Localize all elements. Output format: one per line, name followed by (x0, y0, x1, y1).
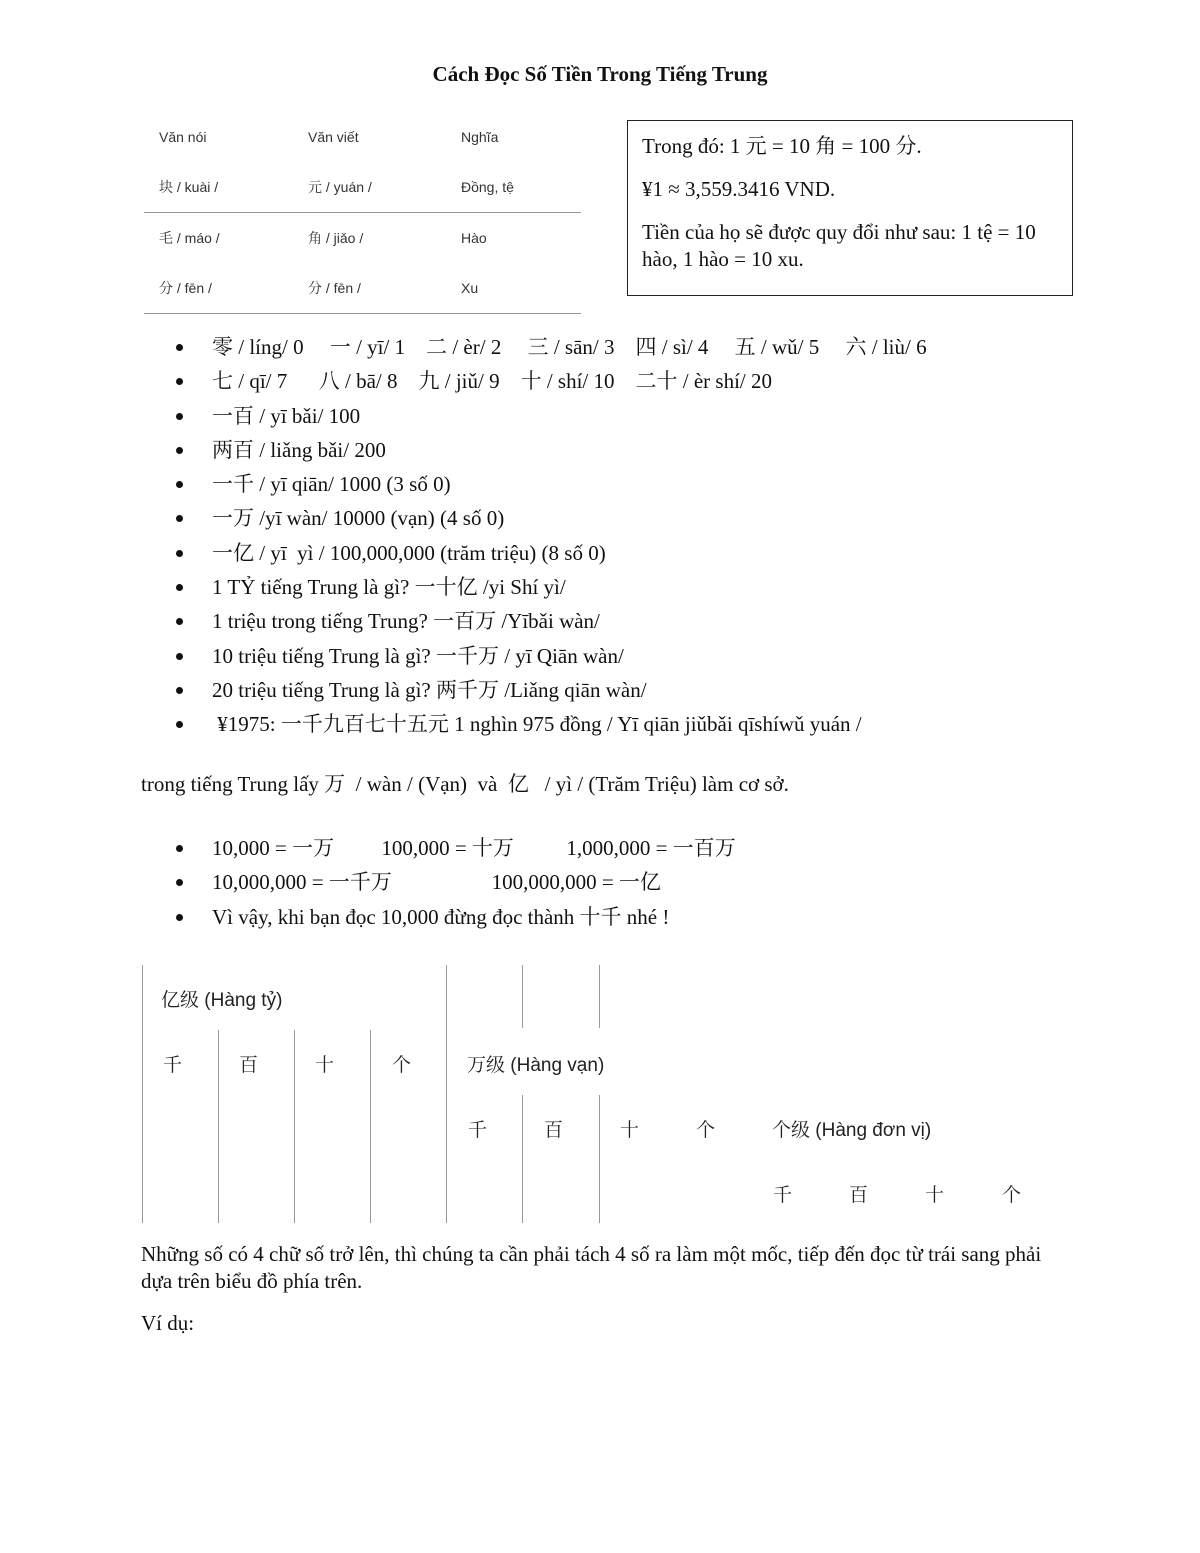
bullet-icon (176, 481, 183, 488)
bullet-icon (176, 687, 183, 694)
vocab-cell: 分 / fēn / (308, 280, 361, 296)
digit-ge: 个 (696, 1120, 716, 1141)
base-sentence: trong tiếng Trung lấy 万 / wàn / (Vạn) và 亿 / yì / (Trăm Triệu) làm cơ sở. (141, 772, 789, 796)
bullet-icon (176, 550, 183, 557)
list-item (0, 604, 927, 638)
digit-bai: 百 (849, 1185, 869, 1206)
bullet-icon (176, 914, 183, 921)
info-line-conversion: Trong đó: 1 元 = 10 角 = 100 分. (642, 134, 922, 158)
numbers-list (0, 330, 927, 742)
list-item-text: 一千 / yī qiān/ 1000 (3 số 0) (212, 472, 451, 497)
chart-divider (446, 965, 447, 1223)
vocab-header-written: Văn viết (308, 129, 359, 145)
group-ge-label: 个级 (Hàng đơn vị) (772, 1120, 932, 1141)
chart-divider (599, 965, 600, 1028)
info-box (627, 120, 1073, 296)
table-row (144, 213, 581, 263)
digit-ge: 个 (392, 1055, 412, 1076)
digit-bai: 百 (239, 1055, 259, 1076)
bullet-icon (176, 584, 183, 591)
list-item (0, 831, 736, 865)
chart-divider (294, 1030, 295, 1223)
bullet-icon (176, 618, 183, 625)
vocab-cell: 元 / yuán / (308, 179, 372, 195)
digit-shi: 十 (925, 1185, 945, 1206)
list-item (0, 707, 927, 741)
list-item (0, 639, 927, 673)
digit-shi: 十 (620, 1120, 640, 1141)
digit-qian: 千 (163, 1055, 183, 1076)
list-item (0, 399, 927, 433)
vocab-header-row (144, 112, 581, 162)
list-item (0, 900, 736, 934)
chart-divider (599, 1095, 600, 1223)
digit-ge: 个 (1002, 1185, 1022, 1206)
list-item-text: 10,000 = 一万 100,000 = 十万 1,000,000 = 一百万 (212, 836, 736, 860)
list-item-text: 10 triệu tiếng Trung là gì? 一千万 / yī Qiān wàn/ (212, 643, 624, 668)
digit-bai: 百 (544, 1120, 564, 1141)
vocab-cell: Đồng, tệ (461, 179, 514, 195)
page-title: Cách Đọc Số Tiền Trong Tiếng Trung (432, 62, 768, 86)
digit-qian: 千 (773, 1185, 793, 1206)
group-yi-label: 亿级 (Hàng tỷ) (161, 990, 283, 1011)
info-line-explanation: Tiền của họ sẽ được quy đổi như sau: 1 tệ = 10 hào, 1 hào = 10 xu. (642, 220, 1036, 271)
list-item-text: 1 triệu trong tiếng Trung? 一百万 /Yībǎi wàn/ (212, 609, 600, 634)
chart-divider (522, 965, 523, 1028)
list-item (0, 673, 927, 707)
list-item-text: 七 / qī/ 7 八 / bā/ 8 九 / jiǔ/ 9 十 / shí/ 10 二十 / èr shí/ 20 (212, 369, 772, 394)
explanation-paragraph: Những số có 4 chữ số trở lên, thì chúng ta cần phải tách 4 số ra làm một mốc, tiếp đến đọc từ trái sang phải dựa trên biểu đồ phía trên. (141, 1242, 1042, 1293)
vocab-cell: 毛 / máo / (159, 230, 220, 246)
list-item (0, 364, 927, 398)
example-label: Ví dụ: (141, 1311, 195, 1335)
bullet-icon (176, 515, 183, 522)
list-item (0, 330, 927, 364)
chart-divider (522, 1095, 523, 1223)
list-item-text: 10,000,000 = 一千万 100,000,000 = 一亿 (212, 870, 661, 895)
digit-qian: 千 (468, 1120, 488, 1141)
bullet-icon (176, 344, 183, 351)
chart-divider (142, 965, 143, 1223)
bullet-icon (176, 845, 183, 852)
table-row (144, 263, 581, 314)
chart-divider (370, 1030, 371, 1223)
info-line-rate: ¥1 ≈ 3,559.3416 VND. (642, 177, 836, 201)
table-row (144, 162, 581, 213)
list-item-text: 一亿 / yī yì / 100,000,000 (trăm triệu) (8 số 0) (212, 540, 606, 565)
list-item (0, 467, 927, 501)
base-list (0, 831, 736, 934)
list-item (0, 501, 927, 535)
vocab-header-meaning: Nghĩa (461, 129, 499, 145)
vocab-cell: 块 / kuài / (159, 179, 219, 195)
list-item-text: 一万 /yī wàn/ 10000 (vạn) (4 số 0) (212, 506, 505, 531)
bullet-icon (176, 413, 183, 420)
vocab-header-spoken: Văn nói (159, 129, 207, 145)
list-item-text: 一百 / yī bǎi/ 100 (212, 403, 361, 428)
digit-shi: 十 (315, 1055, 335, 1076)
bullet-icon (176, 378, 183, 385)
list-item-text: 零 / líng/ 0 一 / yī/ 1 二 / èr/ 2 三 / sān/ 3 四 / sì/ 4 五 / wǔ/ 5 六 / liù/ 6 (212, 335, 927, 359)
chart-divider (218, 1030, 219, 1223)
bullet-icon (176, 447, 183, 454)
list-item-text: 20 triệu tiếng Trung là gì? 两千万 /Liǎng qiān wàn/ (212, 677, 647, 702)
list-item (0, 865, 736, 899)
list-item (0, 536, 927, 570)
list-item (0, 570, 927, 604)
group-wan-label: 万级 (Hàng vạn) (467, 1055, 605, 1076)
vocab-cell: 分 / fēn / (159, 280, 212, 296)
vocab-table (144, 112, 581, 314)
bullet-icon (176, 653, 183, 660)
vocab-cell: Xu (461, 280, 479, 296)
bullet-icon (176, 879, 183, 886)
vocab-cell: Hào (461, 230, 487, 246)
list-item-text: ¥1975: 一千九百七十五元 1 nghìn 975 đồng / Yī qiān jiǔbǎi qīshíwǔ yuán / (212, 712, 862, 737)
list-item-text: Vì vậy, khi bạn đọc 10,000 đừng đọc thành 十千 nhé ! (212, 904, 670, 929)
list-item (0, 433, 927, 467)
list-item-text: 两百 / liǎng bǎi/ 200 (212, 437, 386, 462)
vocab-cell: 角 / jiǎo / (308, 230, 364, 246)
list-item-text: 1 TỶ tiếng Trung là gì? 一十亿 /yi Shí yì/ (212, 575, 566, 600)
bullet-icon (176, 721, 183, 728)
